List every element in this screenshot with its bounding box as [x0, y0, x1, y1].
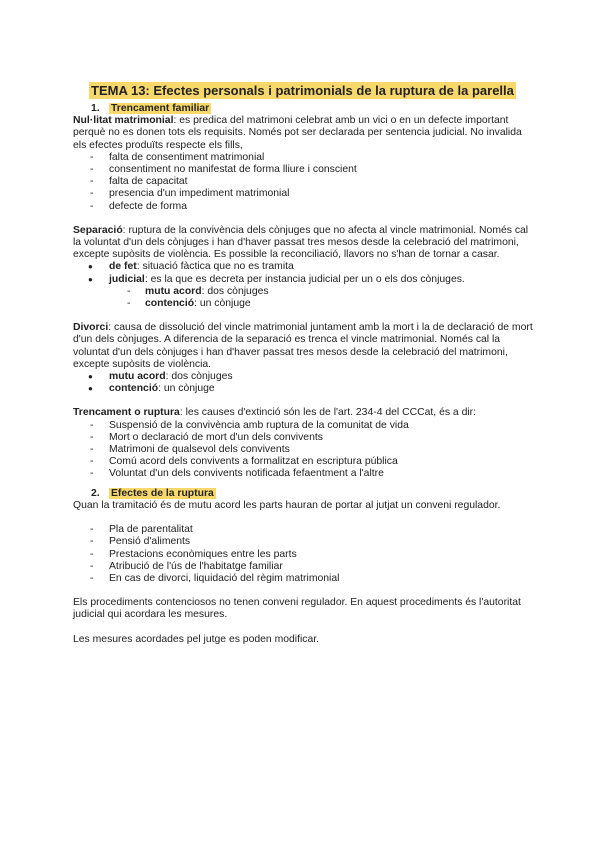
- list-item: - Voluntat d'un dels convivents notificada fefaentment a l'altre: [73, 468, 533, 480]
- defet-term: de fet: [109, 261, 137, 273]
- efectes-paragraph-2: Les mesures acordades pel jutge es poden modificar.: [73, 633, 320, 645]
- trencament-text: : les causes d'extinció són les de l'art. 234-4 del CCCat, és a dir:: [179, 407, 477, 419]
- list-item: - defecte de forma: [73, 201, 533, 213]
- section-number: 1.: [91, 103, 100, 114]
- list-item: [73, 274, 533, 286]
- mutu-text: : dos cònjuges: [201, 285, 269, 297]
- list-item: - falta de capacitat: [73, 176, 533, 188]
- trencament-term: Trencament o ruptura: [73, 407, 180, 419]
- efectes-list: [73, 524, 533, 585]
- nulitat-list: [73, 152, 533, 213]
- list-item: [73, 286, 533, 298]
- nulitat-text: : es predica del matrimoni celebrat amb un vici o en un defecte important perquè no es donen tots els requisits. Només pot ser declarada per sentencia judicial. No invalida els efectes produïts respecte els fills,: [73, 115, 522, 151]
- contencio-term: contenció: [109, 383, 159, 395]
- nulitat-paragraph: [73, 115, 533, 152]
- contencio-term: contenció: [145, 298, 195, 310]
- list-item: - Pla de parentalitat: [73, 524, 533, 536]
- trencament-list: [73, 420, 533, 481]
- list-item: - Prestacions econòmiques entre les parts: [73, 549, 533, 561]
- section-label: Efectes de la ruptura: [111, 487, 214, 499]
- list-item: [73, 371, 533, 383]
- separacio-paragraph: [73, 225, 533, 262]
- mutu-term: mutu acord: [145, 285, 202, 297]
- list-item: - presencia d'un impediment matrimonial: [73, 188, 533, 200]
- divorci-paragraph: [73, 322, 533, 371]
- list-item: [73, 383, 533, 395]
- list-item: - Mort o declaració de mort d'un dels convivents: [73, 432, 533, 444]
- list-item: [73, 298, 533, 310]
- separacio-term: Separació: [73, 224, 123, 236]
- list-item: - Suspensió de la convivència amb ruptura de la comunitat de vida: [73, 420, 533, 432]
- document-body: [73, 82, 533, 646]
- divorci-term: Divorci: [73, 322, 109, 334]
- judicial-text: : es la que es decreta per instancia judicial per un o els dos cònjuges.: [144, 273, 465, 285]
- defet-text: : situació fàctica que no es tramita: [136, 261, 294, 273]
- divorci-text: : causa de dissolució del vincle matrimonial juntament amb la mort i la de declaració de mort d'un dels cònjuges. A diferencia de la separació es trenca el vincle matrimonial. Només cal la voluntat d'un dels cònjuges i han d'haver passat tres mesos desde la celebració del matrimoni, excepte supòsits de violència.: [73, 322, 533, 370]
- section-number: 2.: [91, 487, 100, 499]
- nulitat-term: Nul·litat matrimonial: [73, 115, 174, 127]
- list-item: - Comú acord dels convivents a formalitzat en escriptura pública: [73, 456, 533, 468]
- judicial-term: judicial: [109, 273, 145, 285]
- page-title: TEMA 13: Efectes personals i patrimonials de la ruptura de la parella: [91, 83, 514, 98]
- section-label: Trencament familiar: [111, 103, 210, 114]
- contencio-text: : un cònjuge: [158, 383, 215, 395]
- list-item: - Matrimoni de qualsevol dels convivents: [73, 444, 533, 456]
- list-item: - falta de consentiment matrimonial: [73, 152, 533, 164]
- separacio-list: [73, 261, 533, 285]
- section-heading-1: [91, 103, 533, 115]
- judicial-sublist: [73, 286, 533, 310]
- trencament-paragraph: [73, 407, 533, 419]
- list-item: [73, 261, 533, 273]
- mutu-text: : dos cònjuges: [165, 371, 233, 383]
- efectes-paragraph-1: Els procediments contenciosos no tenen conveni regulador. En aquest procediments és l'autoritat judicial qui acordara les mesures.: [73, 597, 521, 621]
- divorci-list: [73, 371, 533, 395]
- list-item: - En cas de divorci, liquidació del règim matrimonial: [73, 573, 533, 585]
- list-item: - consentiment no manifestat de forma lliure i conscient: [73, 164, 533, 176]
- section-heading-2: [91, 488, 533, 500]
- list-item: - Pensió d'aliments: [73, 536, 533, 548]
- contencio-text: : un cònjuge: [194, 298, 251, 310]
- mutu-term: mutu acord: [109, 371, 166, 383]
- efectes-intro: Quan la tramitació és de mutu acord les parts hauran de portar al jutjat un conveni regulador.: [73, 499, 501, 511]
- separacio-text: : ruptura de la convivència dels cònjuges que no afecta al vincle matrimonial. Només cal la voluntat d'un dels cònjuges i han d'haver passat tres mesos desde la celebració del matrimoni, excepte supòsits de violència. Es possible la reconciliació, llavors no s'han de tornar a casar.: [73, 224, 529, 261]
- list-item: - Atribució de l'ús de l'habitatge familiar: [73, 561, 533, 573]
